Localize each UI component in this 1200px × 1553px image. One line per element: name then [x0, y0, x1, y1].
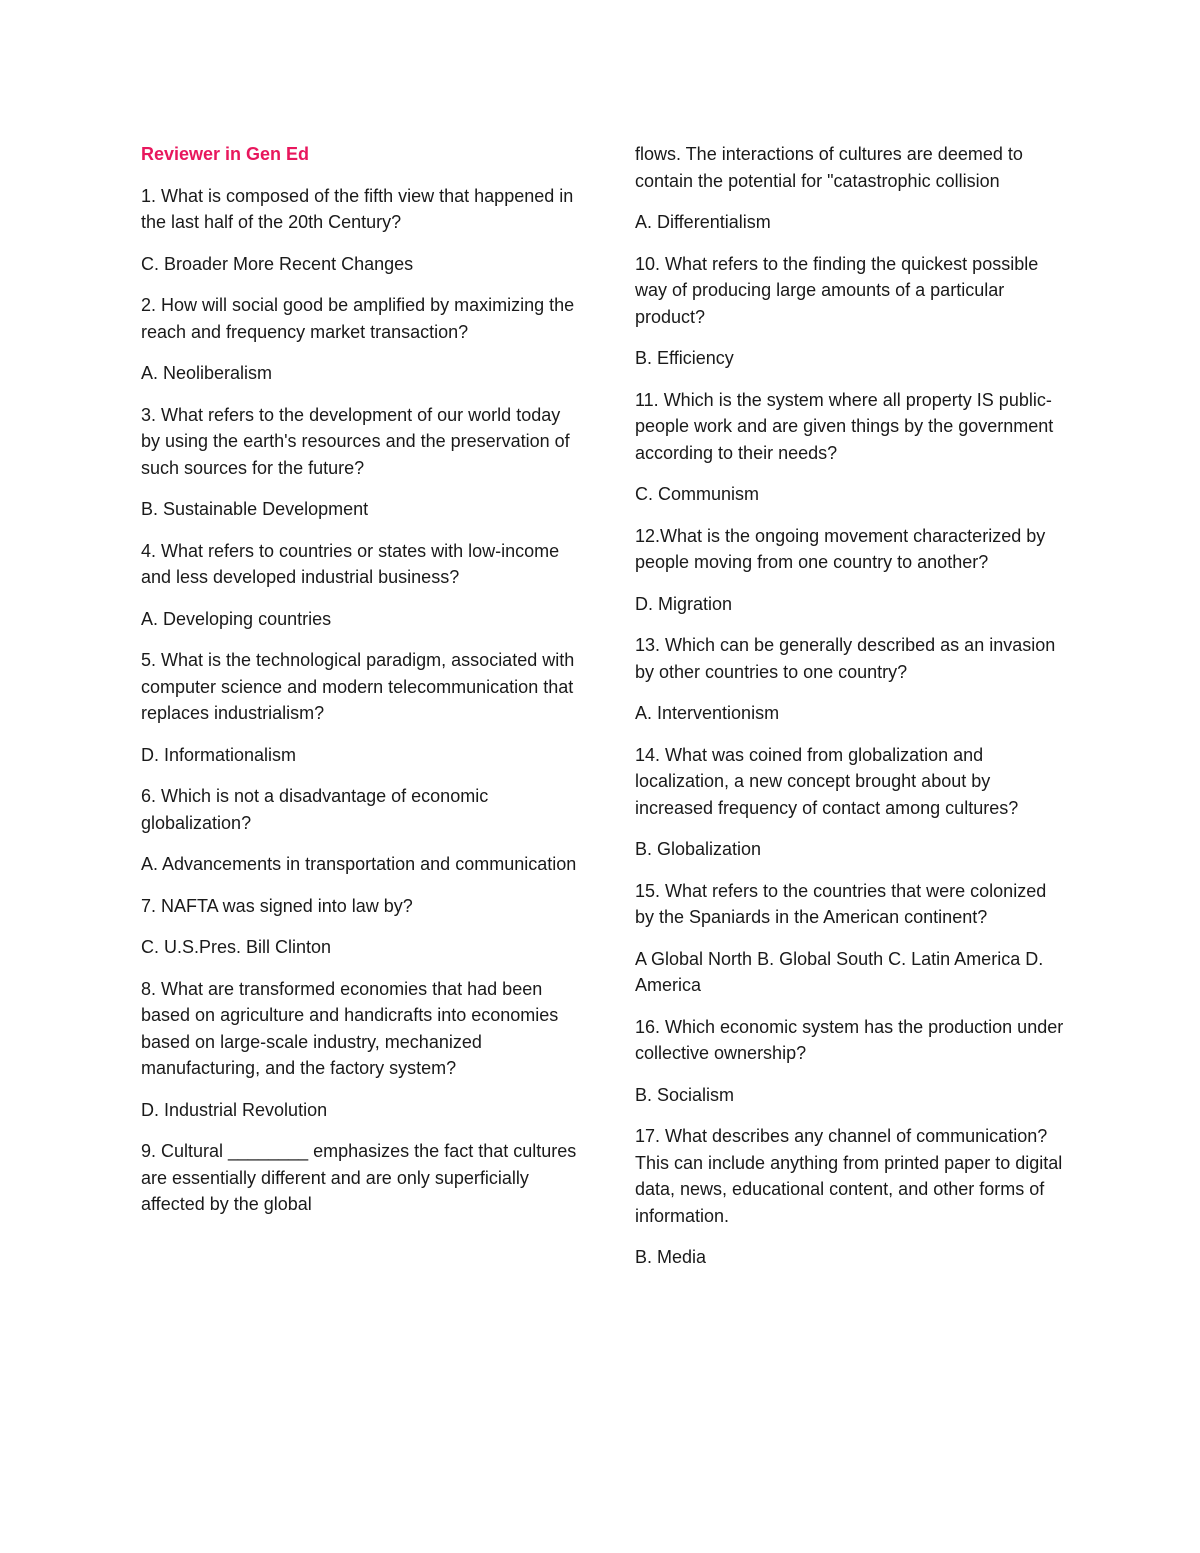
question-17: 17. What describes any channel of communication? This can include anything from printed paper to digital data, news, educational content, and other forms of information. — [635, 1126, 1063, 1226]
question-11: 11. Which is the system where all property IS public- people work and are given things by the government according to their needs? — [635, 389, 1054, 463]
question-7: 7. NAFTA was signed into law by? — [141, 895, 413, 916]
question-16: 16. Which economic system has the production under collective ownership? — [635, 1016, 1064, 1063]
answer-10: B. Efficiency — [635, 348, 734, 368]
answer-4: A. Developing countries — [141, 608, 332, 629]
document-title: Reviewer in Gen Ed — [141, 144, 310, 164]
answer-7: C. U.S.Pres. Bill Clinton — [141, 937, 332, 957]
question-13: 13. Which can be generally described as an invasion by other countries to one country? — [635, 635, 1056, 682]
question-9: 9. Cultural ________ emphasizes the fact that cultures are essentially different and are only superficially affected by the global — [141, 1141, 577, 1214]
answer-9: A. Differentialism — [635, 212, 771, 232]
answer-8: D. Industrial Revolution — [141, 1099, 328, 1120]
question-3: 3. What refers to the development of our world today by using the earth's resources and the preservation of such sources for the future? — [141, 404, 570, 478]
answer-17: B. Media — [635, 1247, 707, 1267]
answer-15: A Global North B. Global South C. Latin America D. America — [635, 948, 1044, 995]
answer-6: A. Advancements in transportation and communication — [141, 854, 577, 874]
answer-3: B. Sustainable Development — [141, 499, 369, 519]
answer-11: C. Communism — [635, 484, 760, 504]
question-2: 2. How will social good be amplified by maximizing the reach and frequency market transaction? — [141, 295, 575, 342]
question-9-continued: flows. The interactions of cultures are deemed to contain the potential for "catastrophic collision — [635, 144, 1023, 191]
answer-2: A. Neoliberalism — [141, 363, 273, 383]
question-14: 14. What was coined from globalization and localization, a new concept brought about by increased frequency of contact among cultures? — [635, 744, 1019, 818]
question-8: 8. What are transformed economies that had been based on agriculture and handicrafts into economies based on large-scale industry, mechanized manufacturing, and the factory system? — [141, 978, 559, 1078]
right-column — [635, 141, 1065, 1286]
question-12: 12.What is the ongoing movement characterized by people moving from one country to another? — [635, 525, 1046, 572]
question-1: 1. What is composed of the fifth view that happened in the last half of the 20th Century? — [141, 185, 574, 232]
answer-16: B. Socialism — [635, 1084, 735, 1105]
answer-14: B. Globalization — [635, 839, 762, 859]
answer-13: A. Interventionism — [635, 703, 780, 723]
left-column — [141, 141, 581, 1233]
question-5: 5. What is the technological paradigm, associated with computer science and modern telecommunication that replaces industrialism? — [141, 650, 575, 723]
question-15: 15. What refers to the countries that were colonized by the Spaniards in the American continent? — [635, 880, 1047, 927]
answer-12: D. Migration — [635, 593, 733, 614]
question-6: 6. Which is not a disadvantage of economic globalization? — [141, 786, 489, 833]
question-10: 10. What refers to the finding the quickest possible way of producing large amounts of a particular product? — [635, 253, 1039, 327]
answer-5: D. Informationalism — [141, 744, 297, 765]
answer-1: C. Broader More Recent Changes — [141, 253, 414, 274]
question-4: 4. What refers to countries or states with low-income and less developed industrial business? — [141, 540, 560, 587]
